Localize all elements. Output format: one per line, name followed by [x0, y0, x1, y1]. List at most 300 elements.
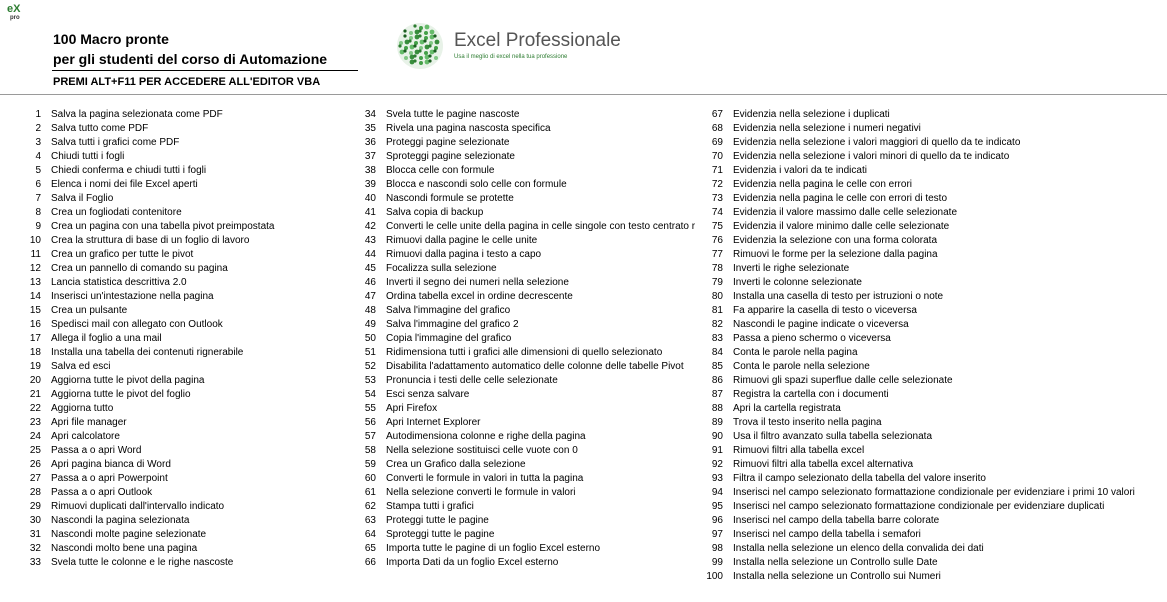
macro-row: [711, 444, 1165, 458]
macro-number: 92: [711, 459, 723, 470]
macro-description: Conta le parole nella pagina: [733, 347, 858, 358]
macro-description: Pronuncia i testi delle celle selezionate: [386, 375, 558, 386]
macro-number: 69: [711, 137, 723, 148]
macro-row: [711, 248, 1165, 262]
macro-description: Filtra il campo selezionato della tabella del valore inserito: [733, 473, 986, 484]
macro-description: Inverti il segno dei numeri nella selezione: [386, 277, 569, 288]
macro-number: 24: [29, 431, 41, 442]
macro-description: Chiedi conferma e chiudi tutti i fogli: [51, 165, 207, 176]
macro-row: [711, 262, 1165, 276]
macro-number: 63: [364, 515, 376, 526]
macro-number: 75: [711, 221, 723, 232]
macro-description: Installa nella selezione un elenco della convalida dei dati: [733, 543, 984, 554]
macro-row: [364, 262, 699, 276]
macro-row: [364, 514, 699, 528]
macro-number: 21: [29, 389, 41, 400]
macro-number: 16: [29, 319, 41, 330]
macro-description: Aggiorna tutto: [51, 403, 114, 414]
macro-number: 86: [711, 375, 723, 386]
macro-description: Passa a o apri Powerpoint: [51, 473, 168, 484]
macro-number: 33: [29, 557, 41, 568]
macro-number: 42: [364, 221, 376, 232]
macro-column-3: [706, 108, 1165, 584]
macro-row: [35, 178, 351, 192]
macro-description: Allega il foglio a una mail: [51, 333, 162, 344]
macro-row: [29, 402, 351, 416]
vba-instruction: PREMI ALT+F11 PER ACCEDERE ALL'EDITOR VBA: [53, 76, 321, 88]
macro-row: [29, 556, 351, 570]
macro-number: 54: [364, 389, 376, 400]
macro-row: [711, 514, 1165, 528]
macro-row: [35, 220, 351, 234]
macro-description: Svela tutte le colonne e le righe nascoste: [51, 557, 234, 568]
macro-description: Esci senza salvare: [386, 389, 470, 400]
macro-row: [364, 402, 699, 416]
macro-description: Nascondi le pagine indicate o viceversa: [733, 319, 909, 330]
macro-number: 84: [711, 347, 723, 358]
macro-description: Salva la pagina selezionata come PDF: [51, 109, 223, 120]
macro-description: Salva l'immagine del grafico: [386, 305, 511, 316]
macro-description: Passa a pieno schermo o viceversa: [733, 333, 891, 344]
macro-row: [29, 472, 351, 486]
macro-row: [364, 542, 699, 556]
macro-row: [364, 206, 699, 220]
macro-number: 4: [35, 151, 41, 162]
macro-description: Converti le celle unite della pagina in celle singole con testo centrato r: [386, 221, 696, 232]
macro-number: 20: [29, 375, 41, 386]
macro-description: Inverti le righe selezionate: [733, 263, 850, 274]
macro-row: [364, 346, 699, 360]
macro-row: [711, 402, 1165, 416]
macro-number: 88: [711, 403, 723, 414]
macro-number: 13: [29, 277, 41, 288]
macro-row: [711, 150, 1165, 164]
macro-row: [364, 220, 699, 234]
macro-row: [29, 486, 351, 500]
page-title: 100 Macro pronte: [53, 31, 169, 47]
macro-number: 60: [364, 473, 376, 484]
macro-description: Installa nella selezione un Controllo sulle Date: [733, 557, 938, 568]
macro-number: 28: [29, 487, 41, 498]
macro-number: 53: [364, 375, 376, 386]
macro-number: 62: [364, 501, 376, 512]
macro-description: Salva ed esci: [51, 361, 111, 372]
macro-row: [29, 416, 351, 430]
macro-number: 5: [35, 165, 41, 176]
header-divider: [0, 94, 1167, 95]
macro-number: 100: [706, 571, 723, 582]
macro-number: 70: [711, 151, 723, 162]
macro-row: [711, 430, 1165, 444]
macro-number: 2: [35, 123, 41, 134]
macro-number: 99: [711, 557, 723, 568]
macro-number: 71: [711, 165, 723, 176]
macro-description: Apri la cartella registrata: [733, 403, 841, 414]
macro-number: 87: [711, 389, 723, 400]
macro-row: [711, 486, 1165, 500]
macro-description: Evidenzia nella selezione i numeri negativi: [733, 123, 921, 134]
macro-row: [29, 346, 351, 360]
macro-description: Aggiorna tutte le pivot della pagina: [51, 375, 205, 386]
macro-row: [29, 276, 351, 290]
macro-description: Ordina tabella excel in ordine decrescente: [386, 291, 573, 302]
macro-number: 9: [35, 221, 41, 232]
macro-row: [711, 332, 1165, 346]
macro-number: 26: [29, 459, 41, 470]
macro-number: 7: [35, 193, 41, 204]
macro-number: 97: [711, 529, 723, 540]
macro-number: 58: [364, 445, 376, 456]
macro-row: [711, 360, 1165, 374]
macro-row: [35, 206, 351, 220]
macro-number: 59: [364, 459, 376, 470]
macro-number: 91: [711, 445, 723, 456]
macro-number: 19: [29, 361, 41, 372]
macro-description: Apri pagina bianca di Word: [51, 459, 171, 470]
macro-row: [29, 500, 351, 514]
macro-description: Crea un pannello di comando su pagina: [51, 263, 228, 274]
macro-number: 15: [29, 305, 41, 316]
macro-row: [364, 108, 699, 122]
macro-description: Lancia statistica descrittiva 2.0: [51, 277, 187, 288]
macro-row: [711, 220, 1165, 234]
macro-number: 68: [711, 123, 723, 134]
macro-number: 34: [364, 109, 376, 120]
macro-description: Autodimensiona colonne e righe della pagina: [386, 431, 586, 442]
macro-description: Proteggi pagine selezionate: [386, 137, 510, 148]
macro-number: 10: [29, 235, 41, 246]
macro-description: Inserisci nel campo selezionato formattazione condizionale per evidenziare i primi 10 valori: [733, 487, 1135, 498]
macro-description: Importa Dati da un foglio Excel esterno: [386, 557, 559, 568]
macro-row: [711, 136, 1165, 150]
logo-small: [7, 4, 31, 24]
macro-description: Aggiorna tutte le pivot del foglio: [51, 389, 191, 400]
macro-description: Nascondi formule se protette: [386, 193, 514, 204]
macro-row: [711, 318, 1165, 332]
macro-description: Registra la cartella con i documenti: [733, 389, 889, 400]
macro-number: 36: [364, 137, 376, 148]
macro-row: [711, 472, 1165, 486]
macro-description: Rimuovi filtri alla tabella excel: [733, 445, 865, 456]
macro-row: [711, 542, 1165, 556]
macro-description: Evidenzia nella selezione i valori maggiori di quello da te indicato: [733, 137, 1021, 148]
macro-description: Focalizza sulla selezione: [386, 263, 497, 274]
macro-description: Conta le parole nella selezione: [733, 361, 870, 372]
macro-row: [364, 416, 699, 430]
macro-row: [29, 318, 351, 332]
macro-number: 64: [364, 529, 376, 540]
macro-number: 73: [711, 193, 723, 204]
macro-row: [711, 556, 1165, 570]
macro-number: 96: [711, 515, 723, 526]
macro-description: Fa apparire la casella di testo o viceversa: [733, 305, 917, 316]
macro-row: [711, 192, 1165, 206]
macro-number: 39: [364, 179, 376, 190]
macro-description: Rimuovi filtri alla tabella excel alternativa: [733, 459, 914, 470]
macro-description: Evidenzia i valori da te indicati: [733, 165, 867, 176]
macro-description: Rimuovi le forme per la selezione dalla pagina: [733, 249, 938, 260]
macro-row: [29, 374, 351, 388]
macro-row: [364, 388, 699, 402]
macro-number: 81: [711, 305, 723, 316]
macro-row: [29, 458, 351, 472]
macro-description: Spedisci mail con allegato con Outlook: [51, 319, 223, 330]
macro-row: [29, 430, 351, 444]
macro-description: Rivela una pagina nascosta specifica: [386, 123, 551, 134]
macro-description: Passa a o apri Word: [51, 445, 142, 456]
macro-number: 52: [364, 361, 376, 372]
macro-number: 98: [711, 543, 723, 554]
macro-row: [35, 122, 351, 136]
macro-row: [364, 318, 699, 332]
macro-row: [35, 150, 351, 164]
macro-row: [711, 164, 1165, 178]
macro-row: [711, 178, 1165, 192]
macro-description: Inserisci nel campo selezionato formattazione condizionale per evidenziare duplicati: [733, 501, 1105, 512]
macro-description: Nascondi la pagina selezionata: [51, 515, 190, 526]
macro-number: 67: [711, 109, 723, 120]
macro-number: 47: [364, 291, 376, 302]
logo-pro-text: pro: [10, 15, 20, 21]
brand-logo: [396, 22, 636, 72]
macro-description: Rimuovi dalla pagina i testo a capo: [386, 249, 542, 260]
macro-row: [29, 444, 351, 458]
macro-description: Evidenzia nella selezione i valori minori di quello da te indicato: [733, 151, 1010, 162]
macro-description: Inserisci nel campo della tabella i semafori: [733, 529, 921, 540]
macro-number: 80: [711, 291, 723, 302]
macro-row: [364, 122, 699, 136]
macro-number: 83: [711, 333, 723, 344]
macro-row: [711, 458, 1165, 472]
macro-description: Evidenzia la selezione con una forma colorata: [733, 235, 938, 246]
macro-number: 44: [364, 249, 376, 260]
macro-number: 35: [364, 123, 376, 134]
macro-row: [711, 528, 1165, 542]
macro-description: Elenca i nomi dei file Excel aperti: [51, 179, 198, 190]
macro-row: [364, 332, 699, 346]
macro-row: [364, 276, 699, 290]
macro-number: 78: [711, 263, 723, 274]
macro-description: Usa il filtro avanzato sulla tabella selezionata: [733, 431, 932, 442]
macro-row: [364, 290, 699, 304]
macro-number: 43: [364, 235, 376, 246]
macro-row: [35, 192, 351, 206]
macro-description: Trova il testo inserito nella pagina: [733, 417, 882, 428]
macro-row: [364, 486, 699, 500]
macro-row: [706, 570, 1165, 584]
macro-row: [711, 500, 1165, 514]
macro-description: Evidenzia il valore minimo dalle celle selezionate: [733, 221, 950, 232]
macro-number: 17: [29, 333, 41, 344]
macro-description: Inserisci un'intestazione nella pagina: [51, 291, 214, 302]
macro-number: 12: [29, 263, 41, 274]
macro-number: 14: [29, 291, 41, 302]
macro-row: [29, 290, 351, 304]
macro-number: 61: [364, 487, 376, 498]
macro-number: 48: [364, 305, 376, 316]
macro-number: 93: [711, 473, 723, 484]
macro-number: 85: [711, 361, 723, 372]
macro-row: [711, 234, 1165, 248]
brand-leaf-icon: [396, 22, 444, 70]
macro-description: Copia l'immagine del grafico: [386, 333, 512, 344]
macro-row: [29, 332, 351, 346]
macro-description: Apri calcolatore: [51, 431, 120, 442]
macro-row: [711, 374, 1165, 388]
macro-number: 82: [711, 319, 723, 330]
macro-number: 72: [711, 179, 723, 190]
macro-row: [711, 206, 1165, 220]
macro-row: [29, 262, 351, 276]
title-underline: [52, 70, 358, 71]
macro-row: [711, 276, 1165, 290]
macro-description: Salva il Foglio: [51, 193, 114, 204]
macro-number: 65: [364, 543, 376, 554]
macro-number: 51: [364, 347, 376, 358]
macro-description: Ridimensiona tutti i grafici alle dimensioni di quello selezionato: [386, 347, 663, 358]
macro-number: 38: [364, 165, 376, 176]
macro-number: 29: [29, 501, 41, 512]
macro-description: Importa tutte le pagine di un foglio Excel esterno: [386, 543, 601, 554]
macro-description: Passa a o apri Outlook: [51, 487, 153, 498]
macro-number: 22: [29, 403, 41, 414]
macro-description: Evidenzia nella selezione i duplicati: [733, 109, 890, 120]
macro-number: 45: [364, 263, 376, 274]
macro-description: Crea un pagina con una tabella pivot preimpostata: [51, 221, 275, 232]
macro-number: 50: [364, 333, 376, 344]
macro-column-2: [364, 108, 699, 570]
macro-row: [711, 346, 1165, 360]
macro-number: 40: [364, 193, 376, 204]
macro-row: [364, 472, 699, 486]
macro-row: [364, 136, 699, 150]
macro-number: 8: [35, 207, 41, 218]
macro-row: [711, 304, 1165, 318]
macro-row: [29, 388, 351, 402]
macro-row: [364, 192, 699, 206]
macro-row: [711, 388, 1165, 402]
macro-number: 3: [35, 137, 41, 148]
macro-number: 18: [29, 347, 41, 358]
macro-row: [364, 150, 699, 164]
macro-description: Inverti le colonne selezionate: [733, 277, 862, 288]
macro-description: Rimuovi duplicati dall'intervallo indicato: [51, 501, 225, 512]
macro-number: 23: [29, 417, 41, 428]
macro-description: Chiudi tutti i fogli: [51, 151, 125, 162]
macro-number: 95: [711, 501, 723, 512]
macro-row: [364, 360, 699, 374]
macro-number: 94: [711, 487, 723, 498]
macro-description: Installa una tabella dei contenuti rignerabile: [51, 347, 244, 358]
macro-column-1: [29, 108, 351, 570]
macro-description: Rimuovi dalla pagine le celle unite: [386, 235, 538, 246]
macro-row: [364, 374, 699, 388]
macro-row: [29, 234, 351, 248]
macro-description: Blocca celle con formule: [386, 165, 495, 176]
macro-row: [364, 500, 699, 514]
macro-description: Sproteggi tutte le pagine: [386, 529, 495, 540]
macro-number: 66: [364, 557, 376, 568]
macro-description: Crea un pulsante: [51, 305, 128, 316]
macro-description: Nascondi molte pagine selezionate: [51, 529, 207, 540]
page-subtitle: per gli studenti del corso di Automazione: [53, 51, 328, 67]
macro-row: [364, 234, 699, 248]
macro-description: Salva l'immagine del grafico 2: [386, 319, 519, 330]
macro-row: [29, 304, 351, 318]
macro-row: [711, 290, 1165, 304]
macro-description: Converti le formule in valori in tutta la pagina: [386, 473, 584, 484]
macro-description: Salva tutto come PDF: [51, 123, 149, 134]
macro-number: 89: [711, 417, 723, 428]
macro-number: 57: [364, 431, 376, 442]
macro-number: 25: [29, 445, 41, 456]
macro-row: [29, 514, 351, 528]
macro-number: 46: [364, 277, 376, 288]
macro-row: [711, 416, 1165, 430]
macro-number: 11: [30, 249, 41, 260]
macro-number: 55: [364, 403, 376, 414]
macro-row: [364, 430, 699, 444]
macro-row: [364, 248, 699, 262]
macro-description: Svela tutte le pagine nascoste: [386, 109, 520, 120]
macro-row: [364, 556, 699, 570]
macro-row: [29, 528, 351, 542]
brand-tagline: Usa il meglio di excel nella tua professione: [454, 54, 568, 60]
macro-row: [35, 164, 351, 178]
macro-description: Salva copia di backup: [386, 207, 484, 218]
macro-description: Evidenzia nella pagina le celle con errori di testo: [733, 193, 948, 204]
macro-row: [364, 528, 699, 542]
macro-description: Apri file manager: [51, 417, 127, 428]
macro-number: 6: [35, 179, 41, 190]
macro-number: 76: [711, 235, 723, 246]
macro-number: 79: [711, 277, 723, 288]
macro-description: Nella selezione converti le formule in valori: [386, 487, 576, 498]
macro-description: Proteggi tutte le pagine: [386, 515, 489, 526]
macro-description: Salva tutti i grafici come PDF: [51, 137, 180, 148]
macro-number: 31: [29, 529, 41, 540]
macro-description: Stampa tutti i grafici: [386, 501, 474, 512]
macro-number: 41: [364, 207, 376, 218]
macro-row: [364, 444, 699, 458]
macro-row: [29, 542, 351, 556]
macro-row: [364, 178, 699, 192]
macro-number: 30: [29, 515, 41, 526]
macro-description: Apri Internet Explorer: [386, 417, 481, 428]
macro-number: 74: [711, 207, 723, 218]
macro-row: [35, 136, 351, 150]
macro-number: 1: [35, 109, 41, 120]
macro-description: Crea la struttura di base di un foglio di lavoro: [51, 235, 250, 246]
macro-description: Crea un Grafico dalla selezione: [386, 459, 526, 470]
macro-number: 49: [364, 319, 376, 330]
macro-description: Inserisci nel campo della tabella barre colorate: [733, 515, 940, 526]
macro-description: Crea un grafico per tutte le pivot: [51, 249, 194, 260]
macro-row: [711, 122, 1165, 136]
logo-ex-text: eX: [7, 3, 21, 15]
macro-description: Disabilita l'adattamento automatico delle colonne delle tabelle Pivot: [386, 361, 684, 372]
macro-description: Installa nella selezione un Controllo sui Numeri: [733, 571, 941, 582]
macro-row: [364, 304, 699, 318]
macro-row: [364, 164, 699, 178]
macro-description: Evidenzia nella pagina le celle con errori: [733, 179, 912, 190]
macro-description: Sproteggi pagine selezionate: [386, 151, 515, 162]
macro-description: Blocca e nascondi solo celle con formule: [386, 179, 567, 190]
macro-number: 90: [711, 431, 723, 442]
macro-description: Nascondi molto bene una pagina: [51, 543, 198, 554]
macro-number: 77: [711, 249, 723, 260]
macro-description: Installa una casella di testo per istruzioni o note: [733, 291, 944, 302]
